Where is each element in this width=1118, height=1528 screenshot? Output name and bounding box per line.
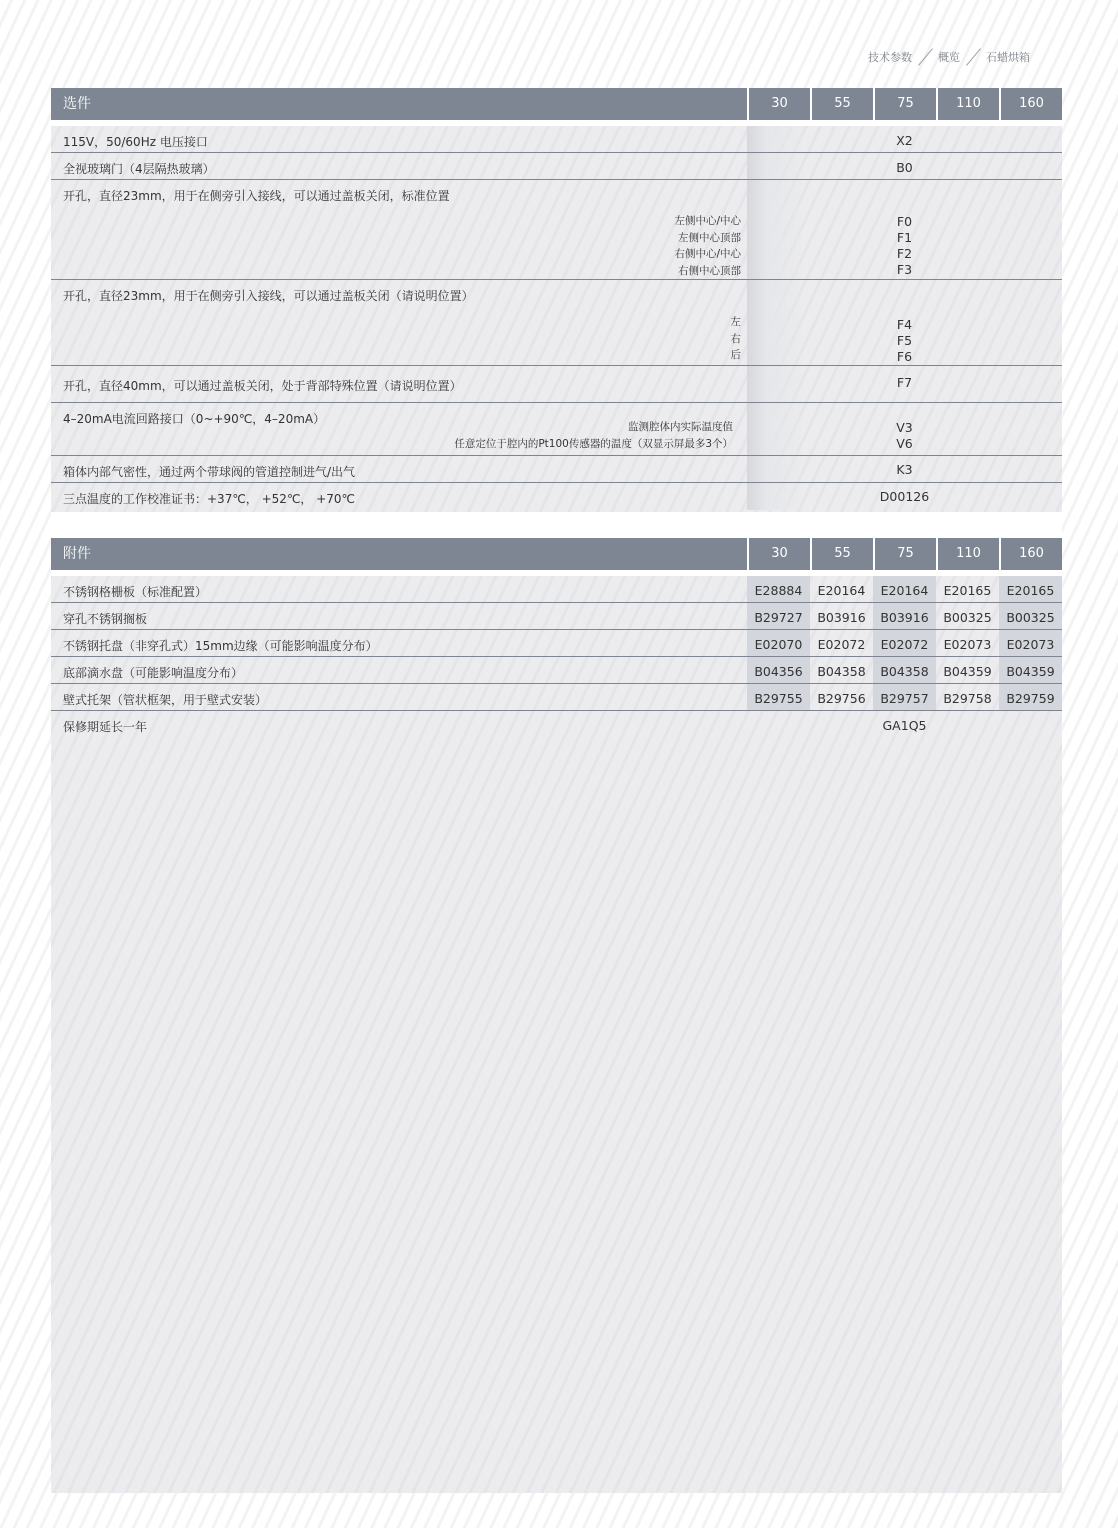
table-row <box>51 630 1062 657</box>
order-code: E02073 <box>943 637 992 652</box>
table-row <box>51 483 1062 510</box>
breadcrumb-item: 技术参数 <box>868 51 912 64</box>
order-code: B04358 <box>873 657 936 683</box>
order-code: B04359 <box>999 657 1062 683</box>
row-label: 不锈钢格栅板（标准配置） <box>63 585 208 599</box>
row-label: 开孔，直径40mm，可以通过盖板关闭，处于背部特殊位置（请说明位置） <box>63 379 462 393</box>
code-cell <box>747 153 1062 179</box>
row-label: 底部滴水盘（可能影响温度分布） <box>63 666 244 680</box>
order-code: F2 <box>896 246 913 261</box>
order-code: F4 <box>896 317 913 332</box>
row-label-cell <box>51 403 747 455</box>
column-header: 160 <box>999 88 1062 120</box>
row-label: 保修期延长一年 <box>63 720 148 734</box>
order-code: V6 <box>896 436 913 451</box>
order-code: B00325 <box>999 603 1062 629</box>
table-row <box>51 126 1062 153</box>
order-code: E02072 <box>817 637 866 652</box>
column-header: 30 <box>747 88 810 120</box>
order-code: B03916 <box>817 610 866 625</box>
order-code: F1 <box>896 230 913 245</box>
table-row <box>51 456 1062 483</box>
table-row <box>51 366 1062 403</box>
table-row <box>51 180 1062 280</box>
column-header: 110 <box>936 538 999 570</box>
breadcrumb <box>868 48 1030 66</box>
order-code: B29755 <box>747 684 810 710</box>
sub-option-label: 左侧中心顶部 <box>678 231 741 244</box>
sub-options <box>674 213 741 279</box>
code-cell <box>747 711 1062 737</box>
sub-option-label: 右 <box>730 332 741 345</box>
options-table <box>51 88 1062 510</box>
sub-option-label: 监测腔体内实际温度值 <box>628 421 733 433</box>
order-code: B29759 <box>999 684 1062 710</box>
code-cell <box>747 456 1062 482</box>
table-row <box>51 153 1062 180</box>
column-header: 160 <box>999 538 1062 570</box>
code-cell <box>747 366 1062 402</box>
order-code: E20165 <box>943 583 992 598</box>
table-row <box>51 603 1062 630</box>
order-code: D00126 <box>879 489 930 504</box>
order-code: GA1Q5 <box>882 718 927 733</box>
table-row <box>51 280 1062 366</box>
column-header: 75 <box>873 538 936 570</box>
sub-option-label: 后 <box>730 349 741 361</box>
row-label: 三点温度的工作校准证书：+37℃， +52℃， +70℃ <box>63 492 356 506</box>
table-row <box>51 684 1062 711</box>
row-label-cell <box>51 180 747 279</box>
table-row <box>51 711 1062 737</box>
order-code: F3 <box>896 262 913 277</box>
code-cell <box>747 126 1062 152</box>
order-code: F5 <box>896 333 913 348</box>
row-label: 4–20mA电流回路接口（0~+90℃，4–20mA） <box>63 412 326 426</box>
row-label: 穿孔不锈钢搁板 <box>63 612 148 626</box>
order-code: E20165 <box>999 576 1062 602</box>
order-code: B04359 <box>943 664 992 679</box>
order-code: E02072 <box>873 630 936 656</box>
row-label: 壁式托架（管状框架，用于壁式安装） <box>63 693 268 707</box>
order-code: B29757 <box>873 684 936 710</box>
row-label: 115V，50/60Hz 电压接口 <box>63 135 208 149</box>
order-code: B29758 <box>943 691 992 706</box>
order-code: E28884 <box>747 576 810 602</box>
content-sheet <box>51 88 1062 1493</box>
order-code: K3 <box>896 462 913 477</box>
row-label: 箱体内部气密性，通过两个带球阀的管道控制进气/出气 <box>63 465 356 479</box>
row-label-cell <box>51 280 747 365</box>
column-header: 30 <box>747 538 810 570</box>
breadcrumb-separator <box>965 48 981 66</box>
row-label: 不锈钢托盘（非穿孔式）15mm边缘（可能影响温度分布） <box>63 639 378 653</box>
order-code: B29756 <box>817 691 866 706</box>
table-row <box>51 403 1062 456</box>
order-code: B29727 <box>747 603 810 629</box>
sub-option-label: 右侧中心/中心 <box>674 248 741 260</box>
order-code: B0 <box>896 160 913 175</box>
code-cell <box>747 280 1062 365</box>
order-code: B04358 <box>817 664 866 679</box>
breadcrumb-separator <box>917 48 933 66</box>
accessories-table <box>51 538 1062 737</box>
breadcrumb-item: 石蜡烘箱 <box>986 51 1030 64</box>
order-code: E20164 <box>817 583 866 598</box>
order-code: B04356 <box>747 657 810 683</box>
order-code: V3 <box>896 420 913 435</box>
accessories-header <box>51 538 1062 570</box>
code-cell <box>747 483 1062 510</box>
sub-options <box>731 314 742 364</box>
row-label: 开孔，直径23mm，用于在侧旁引入接线，可以通过盖板关闭（请说明位置） <box>63 289 474 303</box>
column-header: 55 <box>810 88 873 120</box>
sub-option-label: 右侧中心顶部 <box>678 264 741 277</box>
table-row <box>51 657 1062 684</box>
order-code: E20164 <box>873 576 936 602</box>
code-cell <box>747 403 1062 455</box>
order-code: E02073 <box>999 630 1062 656</box>
order-code: X2 <box>896 133 913 148</box>
table-row <box>51 576 1062 603</box>
sub-options <box>454 419 733 452</box>
sub-option-label: 左 <box>730 316 741 328</box>
accessories-title: 附件 <box>63 546 91 562</box>
column-header: 110 <box>936 88 999 120</box>
sub-option-label: 任意定位于腔内的Pt100传感器的温度（双显示屏最多3个） <box>454 437 733 450</box>
code-cell <box>747 180 1062 279</box>
order-code: B03916 <box>873 603 936 629</box>
order-code: F0 <box>896 214 913 229</box>
order-code: F6 <box>896 349 913 364</box>
column-header: 75 <box>873 88 936 120</box>
breadcrumb-item: 概览 <box>938 51 960 64</box>
options-title: 选件 <box>63 96 91 112</box>
order-code: E02070 <box>747 630 810 656</box>
order-code: F7 <box>896 375 913 390</box>
row-label: 开孔，直径23mm，用于在侧旁引入接线，可以通过盖板关闭，标准位置 <box>63 189 450 203</box>
sub-option-label: 左侧中心/中心 <box>674 215 741 227</box>
options-header <box>51 88 1062 120</box>
order-code: B00325 <box>943 610 992 625</box>
column-header: 55 <box>810 538 873 570</box>
row-label: 全视玻璃门（4层隔热玻璃） <box>63 162 215 176</box>
